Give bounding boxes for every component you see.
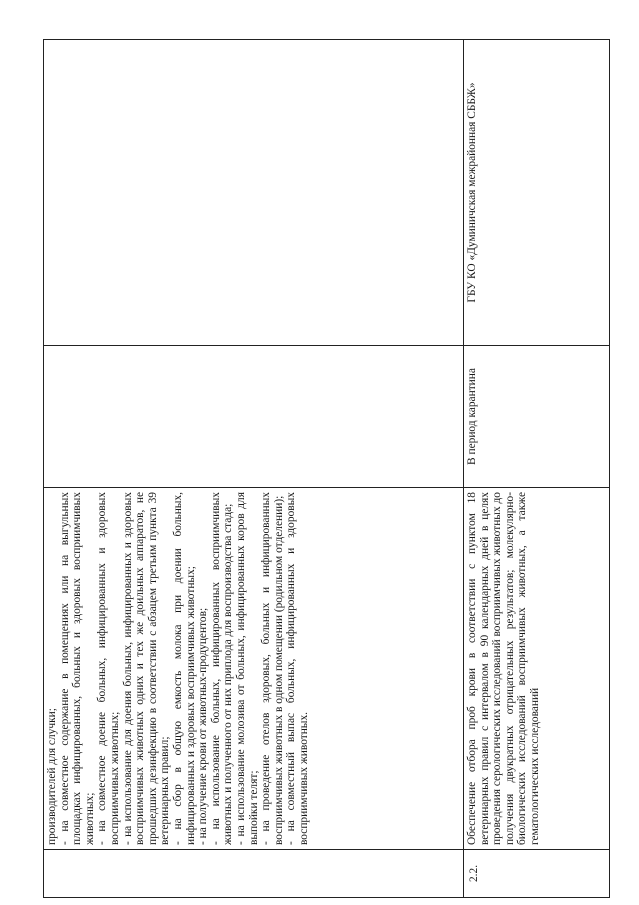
responsible-cell: ГБУ КО «Думиничская межрайонная СББЖ» [464,40,610,346]
term-cell [44,346,464,488]
rotated-table-frame [43,40,609,898]
measure-line: - на использование для доения больных, инфицированных и здоровых восприимчивых животных одних и тех же доильных аппаратов, не прошедших дезинфекцию в соответствии с абзацем третьим пункта 39 ветеринарных правил; [121,492,172,845]
row-number-cell [44,850,464,898]
measure-line: - на использование больных, инфицированных восприимчивых животных и полученного от них приплода для воспроизводства стада; [209,492,235,845]
measure-line: - на совместное содержание в помещениях или на выгульных площадках инфицированных, больных и здоровых восприимчивых животных; [58,492,96,845]
measure-line: - на совместное доение больных, инфицированных и здоровых восприимчивых животных; [96,492,121,845]
measure-line: - на использование молозива от больных, инфицированных коров для выпойки телят; [234,492,260,845]
measure-line: - на совместный выпас больных, инфицированных и здоровых восприимчивых животных. [285,492,310,845]
table-row [44,40,464,898]
term-cell: В период карантина [464,346,610,488]
measure-line: - на проведение отелов здоровых, больных и инфицированных восприимчивых животных в одном помещении (родильном отделении); [260,492,285,845]
row-number-cell: 2.2. [464,850,610,898]
measure-line: производителей для случки; [46,708,58,845]
table-row [464,40,610,898]
measure-cell [44,488,464,850]
measures-table [43,39,610,898]
measure-line: Обеспечение отбора проб крови в соответствии с пунктом 18 ветеринарных правил с интервалом в 90 календарных дней в целях проведения серологических исследований восприимчивых животных до получения двукратных отрицательных результатов; молекулярно-биологических исследований восприимчивых животных, а также гематологических исследований [466,492,541,845]
measure-cell [464,488,610,850]
responsible-cell [44,40,464,346]
measure-line: - на получение крови от животных-продуцентов; [197,607,210,845]
measure-line: - на сбор в общую емкость молока при доении больных, инфицированных и здоровых восприимчивых животных; [171,492,197,845]
